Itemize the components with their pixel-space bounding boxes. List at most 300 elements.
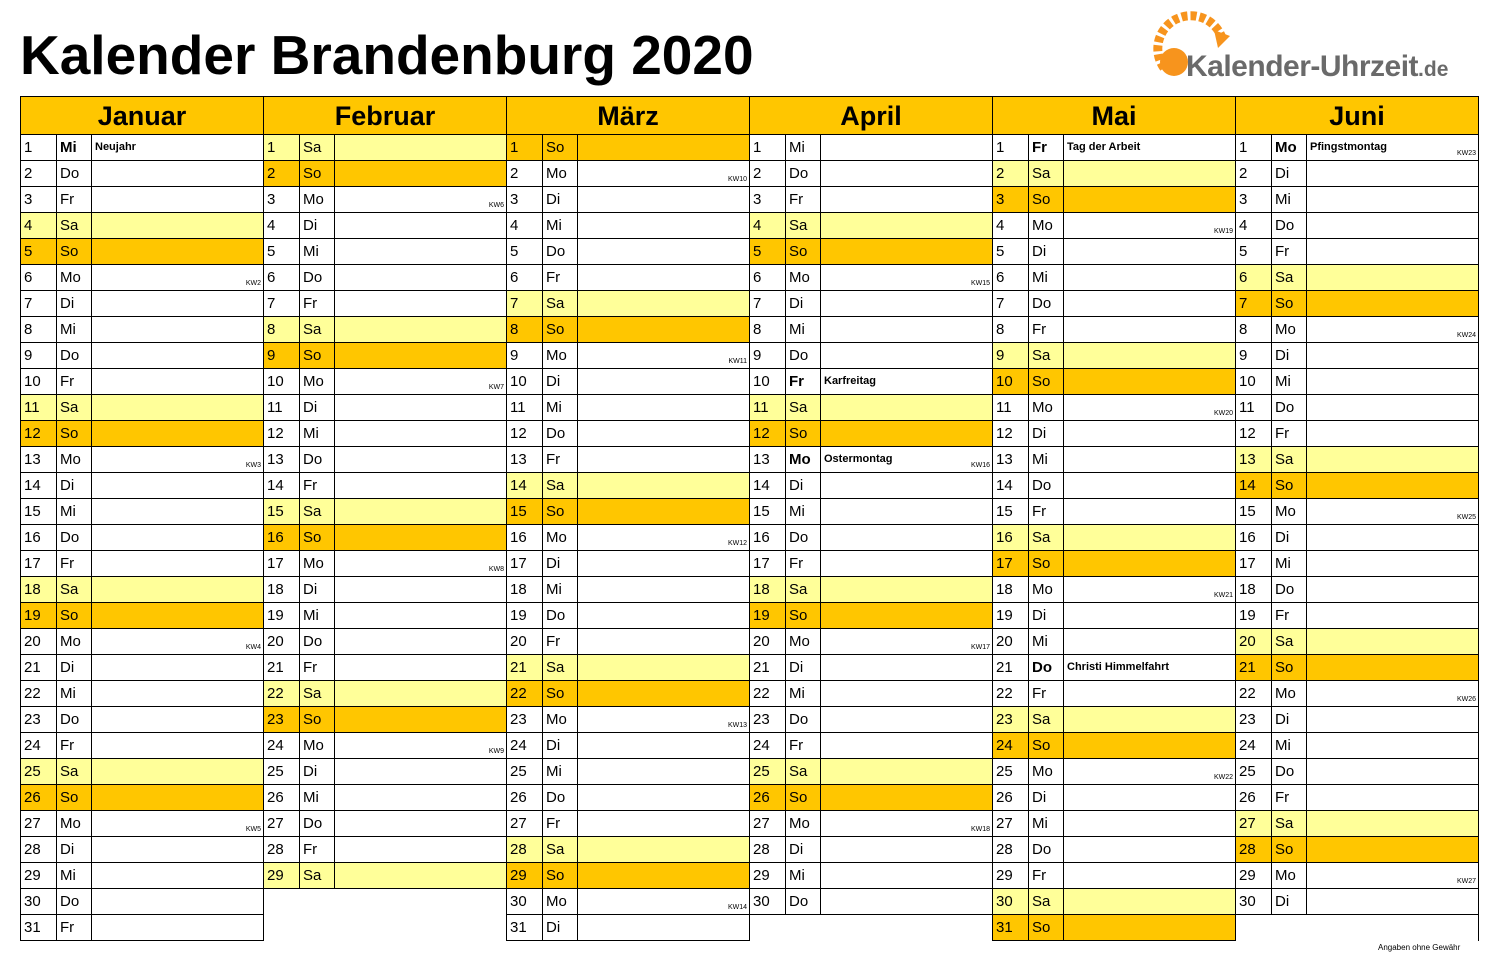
weekday: Mi: [300, 603, 335, 628]
day-row: [21, 473, 263, 499]
note-cell: [92, 759, 263, 784]
note-cell: [821, 135, 992, 160]
weekday: Mo: [1029, 213, 1064, 238]
weekday: Mi: [786, 681, 821, 706]
note-cell: [821, 161, 992, 186]
day-number: 15: [1236, 499, 1272, 524]
day-number: 12: [264, 421, 300, 446]
day-row: [507, 135, 749, 161]
empty-day-row: [750, 915, 992, 941]
note-cell: [335, 343, 506, 368]
note-cell: [1307, 187, 1478, 212]
note-cell: [821, 291, 992, 316]
day-number: 1: [993, 135, 1029, 160]
note-cell: [821, 239, 992, 264]
weekday: So: [1029, 733, 1064, 758]
weekday: So: [1272, 837, 1307, 862]
weekday: Mi: [300, 421, 335, 446]
day-row: [507, 681, 749, 707]
weekday: Do: [1029, 473, 1064, 498]
day-number: 3: [507, 187, 543, 212]
day-number: 19: [993, 603, 1029, 628]
day-row: [507, 655, 749, 681]
day-row: [993, 889, 1235, 915]
week-number: KW6: [488, 202, 504, 209]
note-cell: [1307, 369, 1478, 394]
day-row: [750, 577, 992, 603]
note-cell: [1307, 265, 1478, 290]
weekday: Mi: [786, 135, 821, 160]
note-cell: [1064, 369, 1235, 394]
weekday: Do: [543, 239, 578, 264]
day-number: 19: [1236, 603, 1272, 628]
month-header: Mai: [993, 97, 1235, 135]
day-row: [750, 681, 992, 707]
week-number: KW7: [488, 384, 504, 391]
day-number: 1: [1236, 135, 1272, 160]
day-number: 5: [21, 239, 57, 264]
weekday: Sa: [1272, 447, 1307, 472]
note-cell: [578, 161, 749, 186]
day-row: [1236, 473, 1478, 499]
weekday: Di: [57, 837, 92, 862]
note-cell: [1064, 473, 1235, 498]
note-cell: [821, 915, 992, 941]
day-number: 13: [993, 447, 1029, 472]
weekday: Mi: [543, 213, 578, 238]
weekday: Do: [300, 811, 335, 836]
note-cell: [1064, 265, 1235, 290]
holiday-label: Karfreitag: [824, 375, 876, 387]
day-number: 17: [1236, 551, 1272, 576]
weekday: Di: [786, 473, 821, 498]
day-number: 12: [507, 421, 543, 446]
note-cell: [1307, 551, 1478, 576]
day-row: [264, 525, 506, 551]
note-cell: [335, 629, 506, 654]
day-number: 6: [750, 265, 786, 290]
holiday-label: Neujahr: [95, 141, 136, 153]
day-number: 12: [21, 421, 57, 446]
note-cell: [578, 525, 749, 550]
day-number: 17: [264, 551, 300, 576]
week-number: KW25: [1456, 514, 1476, 521]
note-cell: [821, 837, 992, 862]
note-cell: [1307, 499, 1478, 524]
day-number: 31: [21, 915, 57, 940]
day-number: 21: [993, 655, 1029, 680]
day-row: [1236, 525, 1478, 551]
weekday: So: [786, 785, 821, 810]
weekday: Di: [300, 213, 335, 238]
note-cell: [1064, 837, 1235, 862]
weekday: So: [1272, 473, 1307, 498]
day-number: 26: [1236, 785, 1272, 810]
day-row: [993, 369, 1235, 395]
day-row: [993, 707, 1235, 733]
day-number: 23: [507, 707, 543, 732]
day-number: 20: [1236, 629, 1272, 654]
note-cell: [1307, 759, 1478, 784]
day-number: 11: [750, 395, 786, 420]
day-number: 2: [264, 161, 300, 186]
day-number: 27: [264, 811, 300, 836]
weekday: So: [1272, 655, 1307, 680]
weekday: Fr: [543, 811, 578, 836]
day-number: 4: [750, 213, 786, 238]
weekday: Do: [786, 525, 821, 550]
week-number: KW19: [1213, 228, 1233, 235]
weekday: Fr: [786, 369, 821, 394]
day-number: 22: [507, 681, 543, 706]
note-cell: [92, 369, 263, 394]
day-number: 18: [21, 577, 57, 602]
week-number: KW8: [488, 566, 504, 573]
day-number: 22: [1236, 681, 1272, 706]
month-header: April: [750, 97, 992, 135]
note-cell: [335, 213, 506, 238]
note-cell: [1064, 759, 1235, 784]
weekday: Mi: [1272, 551, 1307, 576]
weekday: Di: [1029, 421, 1064, 446]
day-number: 25: [750, 759, 786, 784]
day-row: [507, 629, 749, 655]
day-number: 26: [993, 785, 1029, 810]
day-row: [507, 733, 749, 759]
day-row: [1236, 577, 1478, 603]
note-cell: [335, 161, 506, 186]
day-number: 7: [750, 291, 786, 316]
week-number: KW3: [245, 462, 261, 469]
day-row: [750, 733, 992, 759]
day-row: [264, 655, 506, 681]
weekday: Mo: [1272, 681, 1307, 706]
day-row: [507, 395, 749, 421]
week-number: KW21: [1213, 592, 1233, 599]
day-row: [750, 759, 992, 785]
day-row: [507, 187, 749, 213]
day-row: [264, 343, 506, 369]
weekday: Do: [543, 785, 578, 810]
day-number: 5: [1236, 239, 1272, 264]
week-number: KW11: [728, 358, 747, 365]
day-number: 29: [21, 863, 57, 888]
weekday: Do: [57, 161, 92, 186]
month-column: [264, 97, 507, 941]
weekday: Mo: [786, 447, 821, 472]
day-number: 13: [21, 447, 57, 472]
note-cell: [821, 577, 992, 602]
day-number: 17: [993, 551, 1029, 576]
day-number: 3: [993, 187, 1029, 212]
day-row: [750, 369, 992, 395]
weekday: Sa: [543, 291, 578, 316]
day-row: [264, 577, 506, 603]
day-row: [21, 577, 263, 603]
weekday: Do: [543, 603, 578, 628]
week-number: KW13: [727, 722, 747, 729]
day-row: [264, 707, 506, 733]
day-row: [21, 161, 263, 187]
weekday: Di: [1272, 707, 1307, 732]
weekday: Mi: [543, 395, 578, 420]
weekday: Di: [300, 577, 335, 602]
note-cell: [821, 187, 992, 212]
weekday: Sa: [1272, 811, 1307, 836]
day-row: [21, 499, 263, 525]
weekday: Mi: [1272, 187, 1307, 212]
weekday: Fr: [786, 551, 821, 576]
day-row: [993, 421, 1235, 447]
note-cell: [1064, 239, 1235, 264]
day-row: [507, 577, 749, 603]
day-row: [507, 317, 749, 343]
day-number: 8: [993, 317, 1029, 342]
day-row: [507, 499, 749, 525]
day-number: 6: [993, 265, 1029, 290]
day-row: [1236, 837, 1478, 863]
weekday: Sa: [543, 837, 578, 862]
note-cell: [1307, 889, 1478, 914]
day-row: [507, 161, 749, 187]
weekday: Mi: [57, 681, 92, 706]
day-row: [993, 655, 1235, 681]
weekday: Fr: [1029, 863, 1064, 888]
weekday: Sa: [1029, 525, 1064, 550]
note-cell: [578, 343, 749, 368]
weekday: So: [543, 863, 578, 888]
weekday: Do: [57, 889, 92, 914]
note-cell: [1307, 811, 1478, 836]
weekday: Fr: [786, 187, 821, 212]
note-cell: [578, 213, 749, 238]
day-row: [1236, 759, 1478, 785]
day-number: 24: [507, 733, 543, 758]
day-row: [993, 499, 1235, 525]
weekday: Mo: [57, 811, 92, 836]
weekday: So: [1272, 291, 1307, 316]
note-cell: [1064, 525, 1235, 550]
day-row: [1236, 395, 1478, 421]
note-cell: [1307, 239, 1478, 264]
note-cell: [821, 265, 992, 290]
weekday: Do: [1029, 837, 1064, 862]
note-cell: [92, 239, 263, 264]
note-cell: [578, 837, 749, 862]
weekday: Fr: [57, 733, 92, 758]
day-number: 23: [264, 707, 300, 732]
day-number: 1: [750, 135, 786, 160]
weekday: Do: [786, 889, 821, 914]
weekday: Mo: [57, 265, 92, 290]
day-row: [993, 187, 1235, 213]
weekday: Mi: [543, 577, 578, 602]
day-row: [993, 135, 1235, 161]
day-row: [21, 291, 263, 317]
note-cell: [821, 369, 992, 394]
day-number: 28: [993, 837, 1029, 862]
day-number: 22: [21, 681, 57, 706]
day-row: [1236, 811, 1478, 837]
weekday: Do: [1029, 291, 1064, 316]
week-number: KW26: [1456, 696, 1476, 703]
note-cell: [92, 213, 263, 238]
day-number: 28: [507, 837, 543, 862]
day-number: 11: [21, 395, 57, 420]
day-number: 20: [993, 629, 1029, 654]
day-row: [264, 785, 506, 811]
day-number: 28: [1236, 837, 1272, 862]
calendar-grid: [20, 96, 1479, 941]
weekday: Di: [786, 291, 821, 316]
day-number: 27: [750, 811, 786, 836]
weekday: Mo: [543, 707, 578, 732]
day-row: [1236, 785, 1478, 811]
note-cell: [92, 863, 263, 888]
day-number: 16: [1236, 525, 1272, 550]
note-cell: [821, 889, 992, 914]
note-cell: [1307, 291, 1478, 316]
logo[interactable]: [1152, 10, 1482, 90]
day-row: [507, 759, 749, 785]
day-row: [993, 161, 1235, 187]
weekday: Do: [543, 421, 578, 446]
note-cell: [1307, 525, 1478, 550]
note-cell: [1064, 447, 1235, 472]
day-row: [750, 473, 992, 499]
day-row: [993, 863, 1235, 889]
day-number: 6: [1236, 265, 1272, 290]
note-cell: [335, 317, 506, 342]
weekday: So: [1029, 915, 1064, 940]
day-row: [507, 213, 749, 239]
day-row: [507, 915, 749, 941]
day-row: [993, 473, 1235, 499]
note-cell: [1064, 681, 1235, 706]
day-number: 26: [507, 785, 543, 810]
weekday: Sa: [786, 759, 821, 784]
note-cell: [1064, 915, 1235, 940]
day-number: 4: [507, 213, 543, 238]
note-cell: [578, 811, 749, 836]
note-cell: [1307, 473, 1478, 498]
day-number: 20: [507, 629, 543, 654]
note-cell: [1307, 629, 1478, 654]
note-cell: [821, 499, 992, 524]
day-row: [21, 655, 263, 681]
day-number: 18: [750, 577, 786, 602]
weekday: Mi: [57, 317, 92, 342]
day-row: [1236, 135, 1478, 161]
day-row: [993, 837, 1235, 863]
week-number: KW16: [970, 462, 990, 469]
note-cell: [821, 785, 992, 810]
day-number: 3: [750, 187, 786, 212]
day-number: 21: [750, 655, 786, 680]
day-row: [750, 707, 992, 733]
week-number: KW2: [245, 280, 261, 287]
weekday: Sa: [543, 655, 578, 680]
day-number: 4: [21, 213, 57, 238]
day-row: [750, 343, 992, 369]
day-row: [21, 135, 263, 161]
note-cell: [92, 499, 263, 524]
day-row: [993, 577, 1235, 603]
weekday: So: [1029, 551, 1064, 576]
day-number: 13: [750, 447, 786, 472]
day-number: 29: [993, 863, 1029, 888]
weekday: Mi: [1272, 369, 1307, 394]
holiday-label: Christi Himmelfahrt: [1067, 661, 1170, 673]
day-number: 12: [750, 421, 786, 446]
weekday: Di: [543, 551, 578, 576]
note-cell: [335, 499, 506, 524]
note-cell: [335, 837, 506, 862]
month-column: [507, 97, 750, 941]
day-row: [507, 863, 749, 889]
weekday: Mo: [1272, 317, 1307, 342]
day-number: 25: [1236, 759, 1272, 784]
day-row: [750, 603, 992, 629]
weekday: Mi: [786, 499, 821, 524]
weekday: Fr: [543, 629, 578, 654]
note-cell: [1064, 135, 1235, 160]
weekday: Sa: [57, 759, 92, 784]
month-column: [750, 97, 993, 941]
day-number: 5: [507, 239, 543, 264]
note-cell: [92, 473, 263, 498]
weekday: Mo: [543, 525, 578, 550]
day-row: [21, 343, 263, 369]
note-cell: [92, 447, 263, 472]
note-cell: [821, 343, 992, 368]
holiday-label: Ostermontag: [824, 453, 893, 465]
day-number: [264, 915, 300, 941]
day-number: 15: [507, 499, 543, 524]
weekday: So: [543, 135, 578, 160]
note-cell: [1307, 161, 1478, 186]
note-cell: [821, 759, 992, 784]
weekday: So: [543, 499, 578, 524]
day-number: 29: [750, 863, 786, 888]
day-row: [21, 317, 263, 343]
day-number: 14: [1236, 473, 1272, 498]
holiday-label: Pfingstmontag: [1310, 141, 1387, 153]
day-row: [1236, 733, 1478, 759]
day-row: [21, 603, 263, 629]
note-cell: [92, 577, 263, 602]
logo-name: Kalender-Uhrzeit: [1186, 50, 1419, 83]
weekday: Di: [543, 187, 578, 212]
note-cell: [92, 707, 263, 732]
week-number: KW18: [970, 826, 990, 833]
day-number: 10: [1236, 369, 1272, 394]
weekday: So: [57, 239, 92, 264]
weekday: Sa: [300, 863, 335, 888]
day-number: 21: [507, 655, 543, 680]
weekday: So: [786, 239, 821, 264]
day-number: 30: [507, 889, 543, 914]
day-row: [507, 837, 749, 863]
note-cell: [92, 603, 263, 628]
note-cell: [92, 655, 263, 680]
note-cell: [335, 915, 506, 941]
day-number: 21: [264, 655, 300, 680]
month-header: Januar: [21, 97, 263, 135]
note-cell: [335, 889, 506, 915]
day-number: 14: [750, 473, 786, 498]
day-number: 7: [993, 291, 1029, 316]
